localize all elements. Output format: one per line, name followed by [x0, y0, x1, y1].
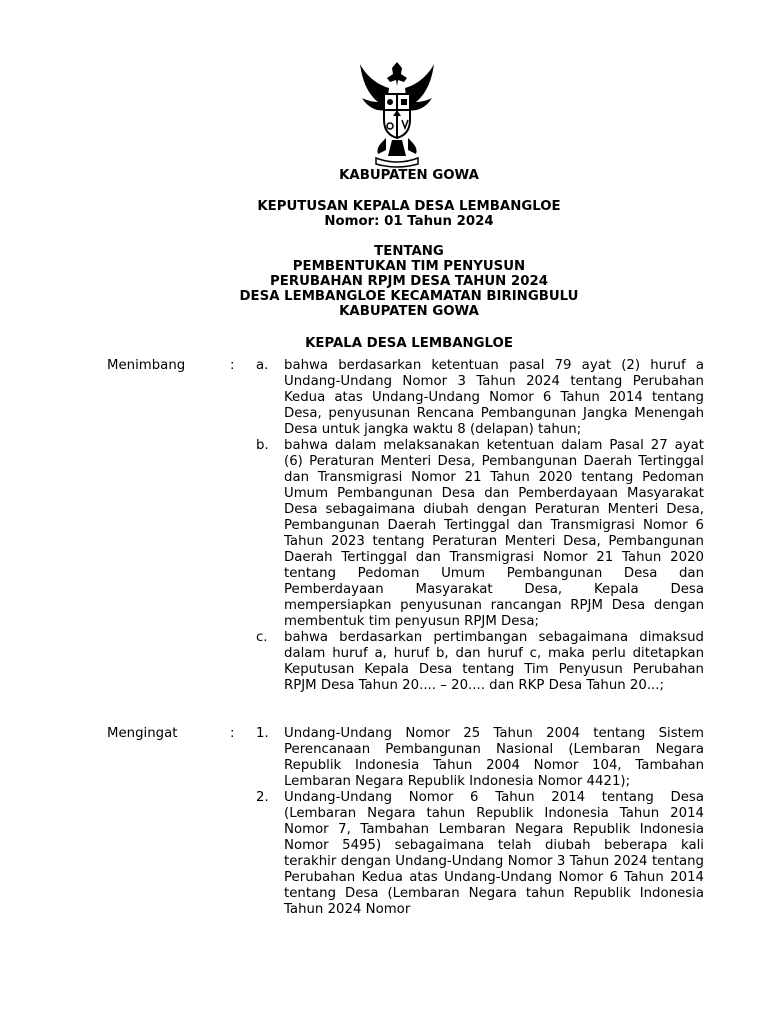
menimbang-item-a	[0, 358, 768, 438]
item-text: Undang-Undang Nomor 25 Tahun 2004 tentang Sistem Perencanaan Pembangunan Nasional (Lembaran Negara Republik Indonesia Tahun 2004 Nomor 104, Tambahan Lembaran Negara Republik Indonesia Nomor 4421);	[284, 726, 704, 789]
decree-body	[0, 358, 768, 918]
authority-title: KEPALA DESA LEMBANGLOE	[305, 336, 513, 351]
item-text: bahwa berdasarkan ketentuan pasal 79 ayat (2) huruf a Undang-Undang Nomor 3 Tahun 2024 tentang Perubahan Kedua atas Undang-Undang Nomor 6 Tahun 2014 tentang Desa, penyusunan Rencana Pembangunan Jangka Menengah Desa untuk jangka waktu 8 (delapan) tahun;	[284, 358, 704, 437]
menimbang-label: Menimbang	[107, 358, 186, 373]
item-marker: 1.	[256, 726, 269, 741]
item-marker: 2.	[256, 790, 269, 805]
colon: :	[230, 726, 235, 741]
menimbang-item-c	[0, 630, 768, 694]
item-text: bahwa berdasarkan pertimbangan sebagaimana dimaksud dalam huruf a, huruf b, dan huruf c, maka perlu ditetapkan Keputusan Kepala Desa tentang Tim Penyusun Perubahan RPJM Desa Tahun 20.... – 20.... dan RKP Desa Tahun 20...;	[284, 630, 704, 693]
decree-number: Nomor: 01 Tahun 2024	[324, 214, 494, 229]
item-marker: a.	[256, 358, 269, 373]
subject-line: KABUPATEN GOWA	[339, 304, 479, 319]
mengingat-label: Mengingat	[107, 726, 178, 741]
subject-line: DESA LEMBANGLOE KECAMATAN BIRINGBULU	[239, 289, 579, 304]
mengingat-item-2	[0, 790, 768, 918]
regency-title: KABUPATEN GOWA	[339, 168, 479, 183]
about-label: TENTANG	[374, 244, 444, 259]
item-text: Undang-Undang Nomor 6 Tahun 2014 tentang Desa (Lembaran Negara tahun Republik Indonesia Tahun 2014 Nomor 7, Tambahan Lembaran Negara Republik Indonesia Nomor 5495) sebagaimana telah diubah beberapa kali terakhir dengan Undang-Undang Nomor 3 Tahun 2024 tentang Perubahan Kedua atas Undang-Undang Nomor 6 Tahun 2014 tentang Desa (Lembaran Negara tahun Republik Indonesia Tahun 2024 Nomor	[284, 790, 704, 917]
item-marker: b.	[256, 438, 269, 453]
garuda-emblem-icon	[356, 58, 438, 170]
colon: :	[230, 358, 235, 373]
subject-line: PEMBENTUKAN TIM PENYUSUN	[292, 259, 526, 274]
mengingat-item-1	[0, 726, 768, 790]
subject-line: PERUBAHAN RPJM DESA TAHUN 2024	[270, 274, 548, 289]
item-marker: c.	[256, 630, 268, 645]
item-text: bahwa dalam melaksanakan ketentuan dalam Pasal 27 ayat (6) Peraturan Menteri Desa, Pembangunan Daerah Tertinggal dan Transmigrasi Nomor 21 Tahun 2020 tentang Pedoman Umum Pembangunan Desa dan Pemberdayaan Masyarakat Desa sebagaimana diubah dengan Peraturan Menteri Desa, Pembangunan Daerah Tertinggal dan Transmigrasi Nomor 6 Tahun 2023 tentang Peraturan Menteri Desa, Pembangunan Daerah Tertinggal dan Transmigrasi Nomor 21 Tahun 2020 tentang Pedoman Umum Pembangunan Desa dan Pemberdayaan Masyarakat Desa, Kepala Desa mempersiapkan penyusunan rancangan RPJM Desa dengan membentuk tim penyusun RPJM Desa;	[284, 438, 704, 629]
decree-title: KEPUTUSAN KEPALA DESA LEMBANGLOE	[257, 199, 561, 214]
menimbang-item-b	[0, 438, 768, 630]
